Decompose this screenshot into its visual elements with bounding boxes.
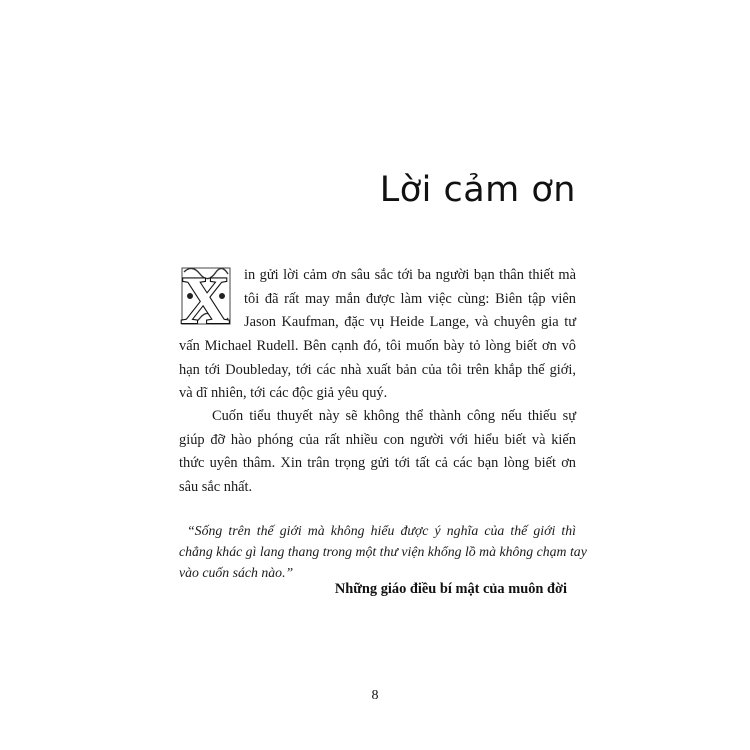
paragraph-2-line: sâu sắc nhất. <box>179 478 253 495</box>
chapter-title: Lời cảm ơn <box>379 170 576 210</box>
page-number: 8 <box>371 688 379 703</box>
paragraph-2-line: Cuốn tiểu thuyết này sẽ không thể thành công nếu thiếu sự <box>212 408 576 424</box>
paragraph-1-line: in gửi lời cảm ơn sâu sắc tới ba người bạn thân thiết mà <box>244 267 576 283</box>
paragraph-1-continued <box>179 335 576 406</box>
paragraph-1-line: và dĩ nhiên, tới các độc giả yêu quý. <box>179 385 388 402</box>
epigraph-line: “Sống trên thế giới mà không hiểu được ý nghĩa của thế giới thì <box>187 523 576 538</box>
paragraph-2-line: giúp đỡ hào phóng của rất nhiều con người với hiểu biết và kiến <box>179 431 576 448</box>
paragraph-2 <box>179 405 576 499</box>
paragraph-1-beside-drop-cap <box>244 264 576 335</box>
paragraph-2-line: thức uyên thâm. Xin trân trọng gửi tới tất cả các bạn lòng biết ơn <box>179 455 576 472</box>
epigraph-quote <box>179 520 587 583</box>
epigraph-source: Những giáo điều bí mật của muôn đời <box>334 581 567 597</box>
paragraph-1-line: Jason Kaufman, đặc vụ Heide Lange, và chuyên gia tư <box>244 314 576 331</box>
drop-cap-letter: X <box>180 262 230 334</box>
paragraph-1-line: hạn tới Doubleday, tới các nhà xuất bản của tôi trên khắp thế giới, <box>179 361 576 378</box>
drop-cap-ornament <box>172 262 238 334</box>
paragraph-1-line: vấn Michael Rudell. Bên cạnh đó, tôi muốn bày tỏ lòng biết ơn vô <box>179 338 576 354</box>
epigraph-line: chẳng khác gì lang thang trong một thư viện khổng lồ mà không chạm tay <box>179 544 587 559</box>
epigraph-line: vào cuốn sách nào.” <box>179 565 294 580</box>
paragraph-1-line: tôi đã rất may mắn được làm việc cùng: Biên tập viên <box>244 290 576 307</box>
